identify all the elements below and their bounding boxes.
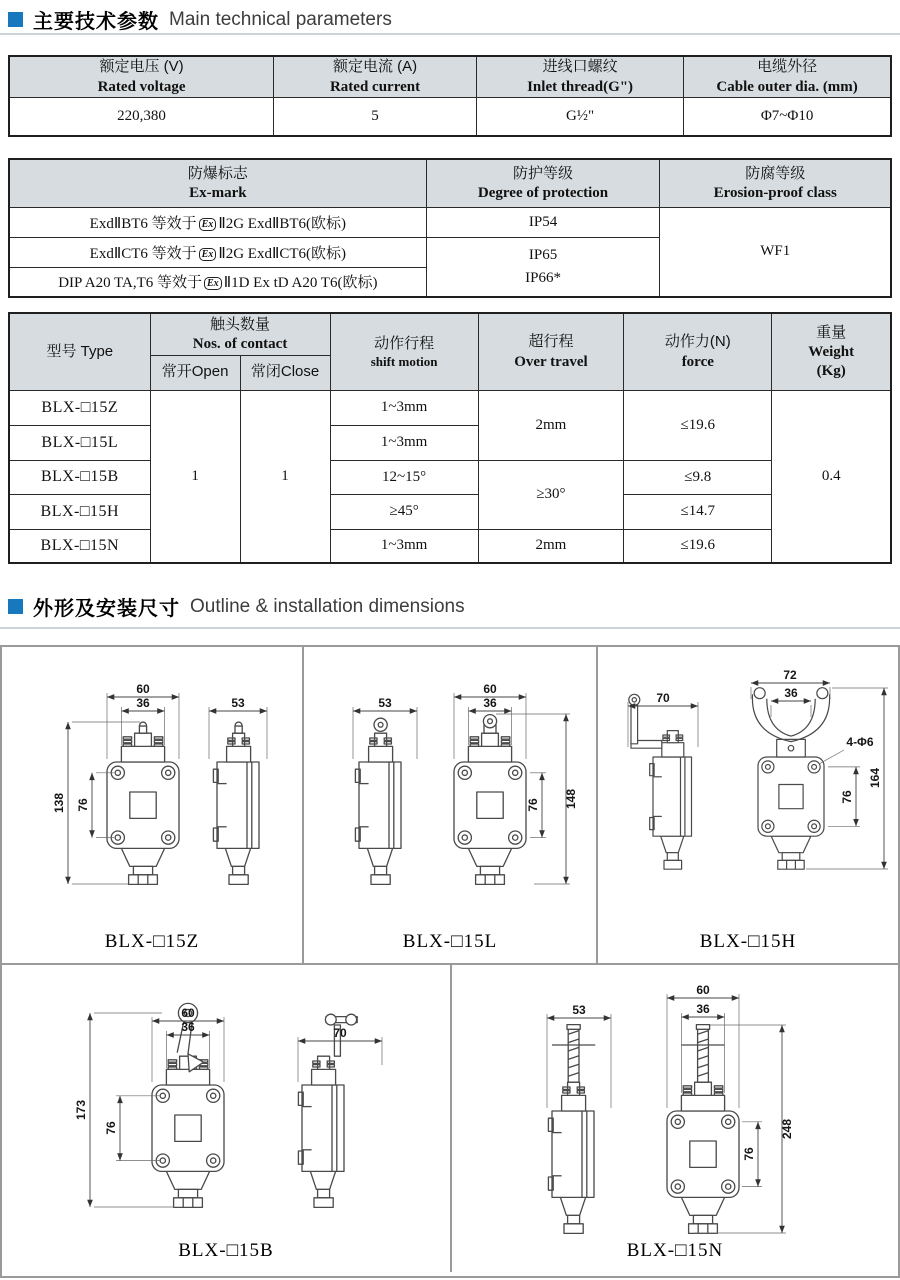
- col-header: 电缆外径 Cable outer dia. (mm): [684, 56, 891, 97]
- drawing-caption: BLX-□15L: [402, 931, 498, 952]
- drawing-cell-15n: [452, 965, 898, 1272]
- shift-motion: 1~3mm: [330, 390, 478, 425]
- col-header-shift: 动作行程 shift motion: [330, 313, 478, 390]
- drawing-caption: BLX-□15N: [626, 1240, 724, 1261]
- force: ≤9.8: [624, 460, 772, 494]
- col-header: 防腐等级 Erosion-proof class: [660, 159, 891, 207]
- model-type: BLX-□15N: [9, 529, 150, 563]
- svg-text:148: 148: [564, 788, 578, 810]
- technical-drawing-15h: [598, 647, 898, 937]
- col-header: 进线口螺纹 Inlet thread(G"): [476, 56, 683, 97]
- svg-text:60: 60: [136, 682, 150, 696]
- contacts-close: 1: [240, 390, 330, 563]
- force: ≤14.7: [624, 494, 772, 529]
- svg-text:36: 36: [483, 696, 497, 710]
- svg-text:36: 36: [696, 1002, 710, 1016]
- contacts-open: 1: [150, 390, 240, 563]
- technical-drawing-15b: [2, 965, 450, 1247]
- drawing-caption: BLX-□15H: [699, 931, 797, 952]
- svg-text:76: 76: [526, 798, 540, 812]
- ex-hexagon-icon: Ex: [199, 248, 217, 261]
- technical-drawing-15z: [2, 647, 304, 937]
- svg-text:76: 76: [104, 1121, 118, 1135]
- inlet-thread-value: G½": [476, 97, 683, 136]
- ex-mark-row: ExdⅡBT6 等效于 Ex Ⅱ2G ExdⅡBT6(欧标): [9, 207, 426, 237]
- drawing-cell-15l: [304, 647, 598, 965]
- shift-motion: ≥45°: [330, 494, 478, 529]
- ex-mark-table: [8, 158, 892, 298]
- svg-text:60: 60: [696, 983, 710, 997]
- col-header-contacts: 触头数量 Nos. of contact: [150, 313, 330, 355]
- svg-text:53: 53: [231, 696, 245, 710]
- svg-text:36: 36: [136, 696, 150, 710]
- svg-text:248: 248: [780, 1118, 794, 1140]
- col-header-open: 常开Open: [150, 355, 240, 390]
- ex-hexagon-icon: Ex: [204, 277, 222, 290]
- col-header-close: 常闭Close: [240, 355, 330, 390]
- col-header: 额定电压 (V) Rated voltage: [9, 56, 274, 97]
- drawing-cell-15b: [2, 965, 452, 1272]
- drawing-cell-15z: [2, 647, 304, 965]
- ratings-table: [8, 55, 892, 137]
- section-bullet-icon: [8, 12, 23, 27]
- ex-mark-row: ExdⅡCT6 等效于 Ex Ⅱ2G ExdⅡCT6(欧标): [9, 237, 426, 267]
- drawing-caption: BLX-□15Z: [104, 931, 200, 952]
- section-outline-dimensions: [8, 592, 465, 621]
- ip-rating-merged: IP65 IP66*: [426, 237, 660, 297]
- technical-drawing-15l: [304, 647, 596, 937]
- svg-text:76: 76: [76, 798, 90, 812]
- svg-text:70: 70: [333, 1026, 347, 1040]
- svg-text:72: 72: [783, 668, 797, 682]
- svg-text:173: 173: [74, 1099, 88, 1121]
- model-type: BLX-□15L: [9, 425, 150, 460]
- ex-hexagon-icon: Ex: [199, 218, 217, 231]
- model-type: BLX-□15Z: [9, 390, 150, 425]
- col-header-overtravel: 超行程 Over travel: [478, 313, 624, 390]
- svg-text:138: 138: [52, 792, 66, 814]
- svg-text:4-Φ6: 4-Φ6: [846, 735, 874, 749]
- section1-title-en: Main technical parameters: [169, 8, 392, 30]
- drawing-grid: [0, 645, 900, 1278]
- shift-motion: 1~3mm: [330, 529, 478, 563]
- svg-text:164: 164: [868, 767, 882, 789]
- svg-text:53: 53: [572, 1003, 586, 1017]
- col-header-weight: 重量 Weight (Kg): [772, 313, 891, 390]
- model-type: BLX-□15H: [9, 494, 150, 529]
- section1-title-zh: 主要技术参数: [33, 11, 159, 33]
- over-travel: ≥30°: [478, 460, 624, 529]
- drawing-cell-15h: [598, 647, 898, 965]
- svg-text:76: 76: [840, 790, 854, 804]
- cable-dia-value: Φ7~Φ10: [684, 97, 891, 136]
- ex-mark-row: DIP A20 TA,T6 等效于 Ex Ⅱ1D Ex tD A20 T6(欧标): [9, 267, 426, 297]
- section-main-parameters: [8, 5, 392, 34]
- ip-rating: IP54: [426, 207, 660, 237]
- over-travel: 2mm: [478, 390, 624, 460]
- svg-text:60: 60: [483, 682, 497, 696]
- model-table: [8, 312, 892, 564]
- rated-voltage-value: 220,380: [9, 97, 274, 136]
- divider-rule: [0, 33, 900, 35]
- section2-title-zh: 外形及安装尺寸: [33, 598, 180, 620]
- col-header-type: 型号 Type: [9, 313, 150, 390]
- svg-text:53: 53: [378, 696, 392, 710]
- section2-title-en: Outline & installation dimensions: [190, 595, 465, 617]
- model-type: BLX-□15B: [9, 460, 150, 494]
- weight: 0.4: [772, 390, 891, 563]
- svg-text:70: 70: [656, 691, 670, 705]
- shift-motion: 1~3mm: [330, 425, 478, 460]
- col-header: 防护等级 Degree of protection: [426, 159, 660, 207]
- rated-current-value: 5: [274, 97, 477, 136]
- divider-rule: [0, 627, 900, 629]
- svg-text:76: 76: [742, 1147, 756, 1161]
- svg-text:60: 60: [181, 1006, 195, 1020]
- shift-motion: 12~15°: [330, 460, 478, 494]
- svg-text:36: 36: [181, 1020, 195, 1034]
- force: ≤19.6: [624, 529, 772, 563]
- force: ≤19.6: [624, 390, 772, 460]
- col-header-force: 动作力(N) force: [624, 313, 772, 390]
- col-header: 额定电流 (A) Rated current: [274, 56, 477, 97]
- section-bullet-icon: [8, 599, 23, 614]
- technical-drawing-15n: [452, 965, 898, 1247]
- svg-text:36: 36: [784, 686, 798, 700]
- erosion-class: WF1: [660, 207, 891, 297]
- over-travel: 2mm: [478, 529, 624, 563]
- drawing-caption: BLX-□15B: [178, 1240, 274, 1261]
- col-header: 防爆标志 Ex-mark: [9, 159, 426, 207]
